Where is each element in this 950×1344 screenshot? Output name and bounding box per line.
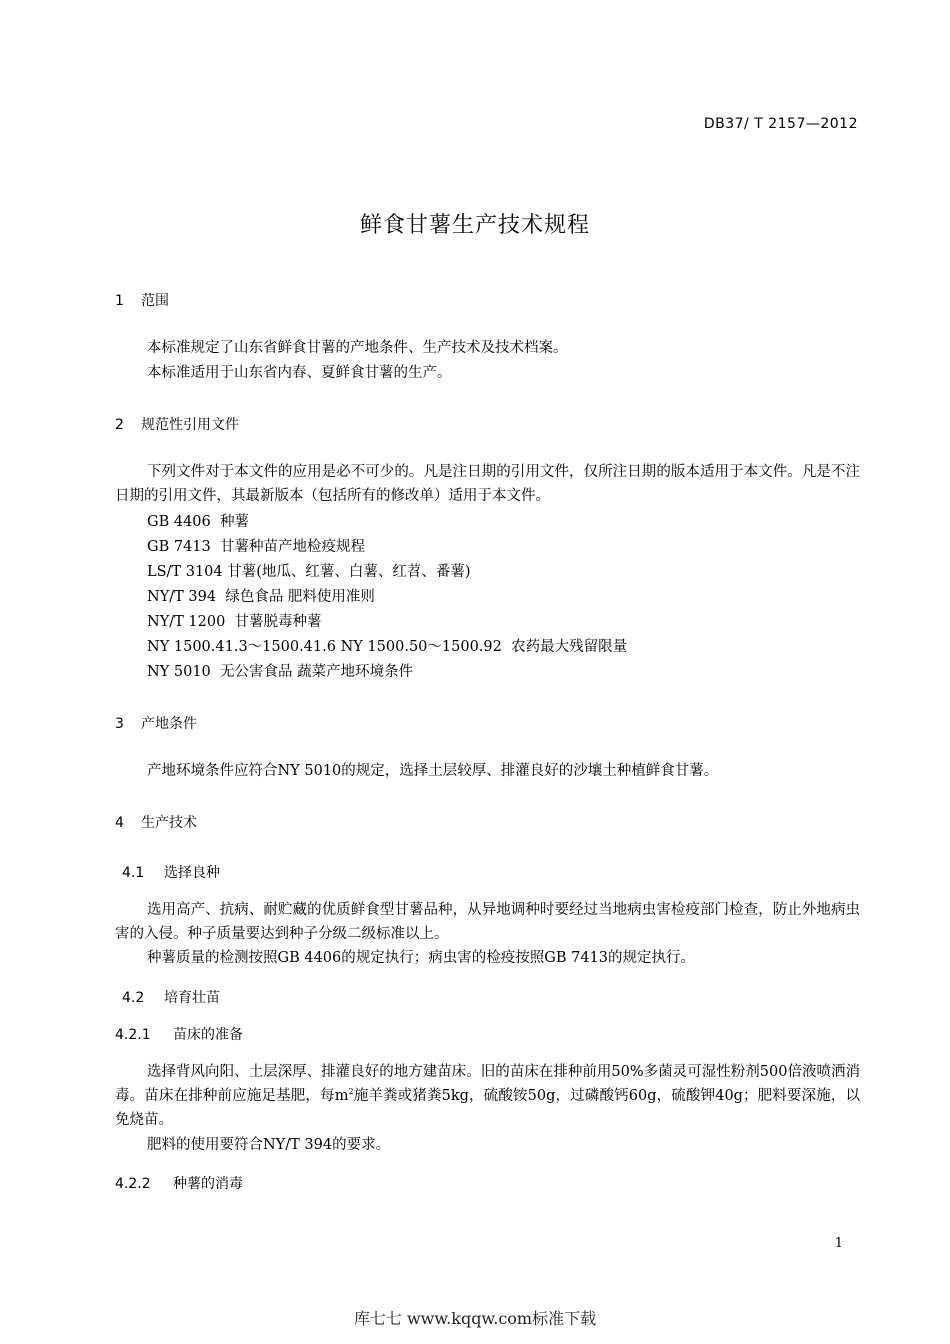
- footer-watermark: 库七七 www.kqqw.com标准下载: [353, 1309, 597, 1328]
- paragraph: 下列文件对于本文件的应用是必不可少的。凡是注日期的引用文件，仅所注日期的版本适用于本文件。凡是不注日期的引用文件，其最新版本（包括所有的修改单）适用于本文件。: [115, 464, 860, 504]
- document-title: 鲜食甘薯生产技术规程: [359, 213, 590, 238]
- paragraph-text: 施羊粪或猪粪5kg，硫酸铵50g，过磷酸钙60g，硫酸钾40g；肥料要深施，以免烧苗。: [115, 1088, 860, 1128]
- paragraph: 本标准规定了山东省鲜食甘薯的产地条件、生产技术及技术档案。: [147, 340, 568, 356]
- reference-item: GB 4406 种薯: [147, 514, 249, 530]
- section-title: 范围: [141, 293, 169, 309]
- superscript: 2: [348, 1087, 354, 1097]
- section-4-2-2-heading: [115, 1173, 243, 1193]
- reference-item: NY 1500.41.3～1500.41.6 NY 1500.50～1500.92 农药最大残留限量: [147, 639, 628, 655]
- section-4-2-1-heading: [115, 1024, 243, 1044]
- section-4-heading: [115, 812, 197, 832]
- paragraph: 产地环境条件应符合NY 5010的规定，选择土层较厚、排灌良好的沙壤土种植鲜食甘薯。: [147, 763, 719, 779]
- paragraph: 选用高产、抗病、耐贮藏的优质鲜食型甘薯品种，从异地调种时要经过当地病虫害检疫部门检查，防止外地病虫害的入侵。种子质量要达到种子分级二级标准以上。: [115, 902, 860, 942]
- paragraph-text: 选择背风向阳、土层深厚、排灌良好的地方建苗床。旧的苗床在排种前用50%多菌灵可湿性粉剂500倍液喷洒消毒。苗床在排种前应施足基肥，每m: [115, 1064, 860, 1104]
- section-number: 2: [115, 417, 124, 433]
- section-1-heading: [115, 290, 169, 310]
- section-title: 产地条件: [141, 716, 197, 732]
- section-number: 4.2.2: [115, 1176, 151, 1192]
- paragraph: 肥料的使用要符合NY/T 394的要求。: [147, 1137, 391, 1153]
- reference-item: NY 5010 无公害食品 蔬菜产地环境条件: [147, 664, 414, 680]
- section-title: 规范性引用文件: [141, 417, 239, 433]
- section-title: 选择良种: [164, 865, 220, 881]
- reference-item: LS/T 3104 甘薯(地瓜、红薯、白薯、红苕、番薯): [147, 564, 471, 580]
- reference-item: NY/T 394 绿色食品 肥料使用准则: [147, 589, 375, 605]
- section-number: 4.2.1: [115, 1027, 151, 1043]
- section-title: 苗床的准备: [173, 1027, 243, 1043]
- section-title: 种薯的消毒: [173, 1176, 243, 1192]
- paragraph: 本标准适用于山东省内春、夏鲜食甘薯的生产。: [147, 365, 452, 381]
- standard-code: DB37/ T 2157—2012: [703, 116, 858, 132]
- section-number: 4: [115, 815, 124, 831]
- section-3-heading: [115, 713, 197, 733]
- reference-item: GB 7413 甘薯种苗产地检疫规程: [147, 539, 365, 555]
- reference-item: NY/T 1200 甘薯脱毒种薯: [147, 614, 322, 630]
- section-2-heading: [115, 414, 239, 434]
- section-title: 培育壮苗: [164, 990, 220, 1006]
- paragraph: [115, 1060, 860, 1132]
- paragraph: 种薯质量的检测按照GB 4406的规定执行；病虫害的检疫按照GB 7413的规定执行。: [147, 950, 695, 966]
- section-number: 3: [115, 716, 124, 732]
- section-number: 1: [115, 293, 124, 309]
- section-title: 生产技术: [141, 815, 197, 831]
- page-number: 1: [834, 1236, 843, 1251]
- section-4-1-heading: [122, 862, 220, 882]
- section-number: 4.2: [122, 990, 145, 1006]
- section-4-2-heading: [122, 987, 220, 1007]
- section-number: 4.1: [122, 865, 145, 881]
